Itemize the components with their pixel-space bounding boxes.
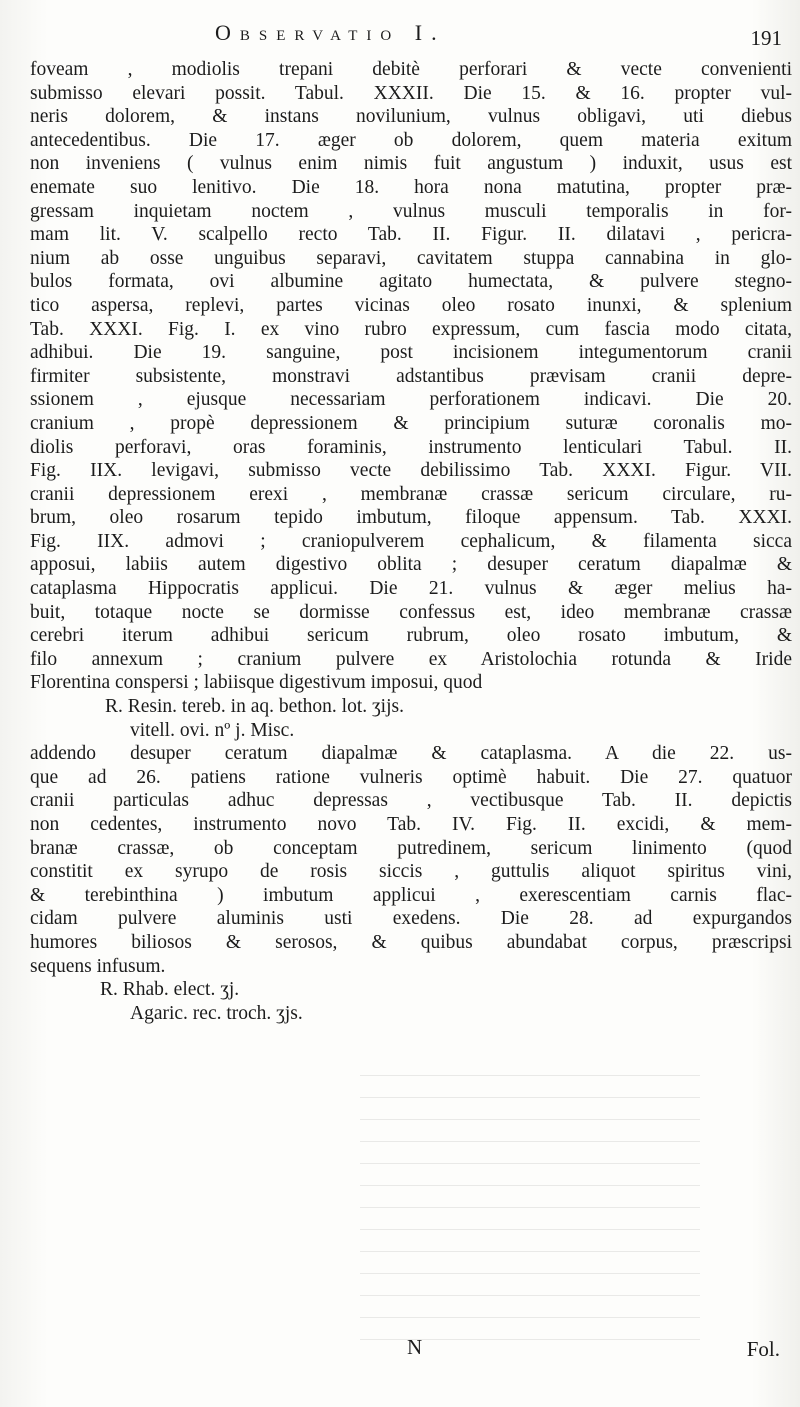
text-line: branæ crassæ, ob conceptam putredinem, sericum linimento (quod	[30, 837, 792, 859]
text-line: tico aspersa, replevi, partes vicinas oleo rosato inunxi, & splenium	[30, 294, 792, 316]
text-line: que ad 26. patiens ratione vulneris optimè habuit. Die 27. quatuor	[30, 766, 792, 788]
text-line: Tab. XXXI. Fig. I. ex vino rubro expressum, cum fascia modo citata,	[30, 318, 792, 340]
text-line: cranium , propè depressionem & principium suturæ coronalis mo-	[30, 412, 792, 434]
text-line: buit, totaque nocte se dormisse confessus est, ideo membranæ crassæ	[30, 601, 792, 623]
text-line: Fig. IIX. admovi ; craniopulverem cephalicum, & filamenta sicca	[30, 530, 792, 552]
recipe-line: R. Resin. tereb. in aq. bethon. lot. ʒijs.	[105, 696, 404, 718]
show-through-bleed	[360, 1075, 700, 1345]
page-number: 191	[750, 26, 782, 50]
text-line: antecedentibus. Die 17. æger ob dolorem, quem materia exitum	[30, 129, 792, 151]
running-head	[0, 20, 800, 56]
recipe-line: vitell. ovi. nº j. Misc.	[130, 719, 295, 741]
catchword: Fol.	[746, 1337, 780, 1361]
text-line: submisso elevari possit. Tabul. XXXII. Die 15. & 16. propter vul-	[30, 82, 792, 104]
text-line: non cedentes, instrumento novo Tab. IV. Fig. II. excidi, & mem-	[30, 814, 792, 835]
text-line: bulos formata, ovi albumine agitato humectata, & pulvere stegno-	[30, 271, 792, 293]
text-line: filo annexum ; cranium pulvere ex Aristolochia rotunda & Iride	[30, 648, 792, 670]
text-line: cranii depressionem erexi , membranæ crassæ sericum circulare, ru-	[30, 483, 792, 505]
text-line: adhibui. Die 19. sanguine, post incisionem integumentorum cranii	[30, 342, 792, 364]
body-text	[30, 58, 792, 1025]
text-line: cranii particulas adhuc depressas , vectibusque Tab. II. depictis	[30, 790, 792, 812]
recipe-line: Agaric. rec. troch. ʒjs.	[130, 1002, 303, 1024]
text-line: cidam pulvere aluminis usti exedens. Die 28. ad expurgandos	[30, 908, 792, 930]
text-line: foveam , modiolis trepani debitè perforari & vecte convenienti	[30, 59, 792, 80]
page-title: Observatio I.	[215, 20, 446, 45]
text-line: apposui, labiis autem digestivo oblita ; desuper ceratum diapalmæ &	[30, 554, 792, 576]
text-line: sequens infusum.	[30, 955, 166, 977]
text-line: mam lit. V. scalpello recto Tab. II. Figur. II. dilatavi , pericra-	[30, 224, 792, 246]
page-footer	[0, 1335, 800, 1365]
text-line: diolis perforavi, oras foraminis, instrumento lenticulari Tabul. II.	[30, 436, 792, 458]
text-line: gressam inquietam noctem , vulnus musculi temporalis in for-	[30, 200, 792, 222]
text-line: cataplasma Hippocratis applicui. Die 21. vulnus & æger melius ha-	[30, 578, 792, 600]
recipe-line: R. Rhab. elect. ʒj.	[100, 979, 240, 1001]
text-line: nium ab osse unguibus separavi, cavitatem stuppa cannabina in glo-	[30, 247, 792, 269]
text-line: humores biliosos & serosos, & quibus abundabat corpus, præscripsi	[30, 931, 792, 953]
text-line: Fig. IIX. levigavi, submisso vecte debilissimo Tab. XXXI. Figur. VII.	[30, 460, 792, 482]
text-line: ssionem , ejusque necessariam perforationem indicavi. Die 20.	[30, 389, 792, 411]
text-line: non inveniens ( vulnus enim nimis fuit angustum ) induxit, usus est	[30, 153, 792, 175]
text-line: enemate suo lenitivo. Die 18. hora nona matutina, propter præ-	[30, 176, 792, 198]
text-line: Florentina conspersi ; labiisque digestivum imposui, quod	[30, 672, 483, 694]
text-line: neris dolorem, & instans novilunium, vulnus obligavi, uti diebus	[30, 106, 792, 128]
text-line: constitit ex syrupo de rosis siccis , guttulis aliquot spiritus vini,	[30, 861, 792, 883]
text-line: brum, oleo rosarum tepido imbutum, filoque appensum. Tab. XXXI.	[30, 507, 792, 529]
text-line: & terebinthina ) imbutum applicui , exerescentiam carnis flac-	[30, 884, 792, 906]
text-line: addendo desuper ceratum diapalmæ & cataplasma. A die 22. us-	[30, 743, 792, 765]
text-line: cerebri iterum adhibui sericum rubrum, oleo rosato imbutum, &	[30, 625, 792, 647]
signature-mark: N	[407, 1335, 423, 1359]
text-line: firmiter subsistente, monstravi adstantibus prævisam cranii depre-	[30, 365, 792, 387]
